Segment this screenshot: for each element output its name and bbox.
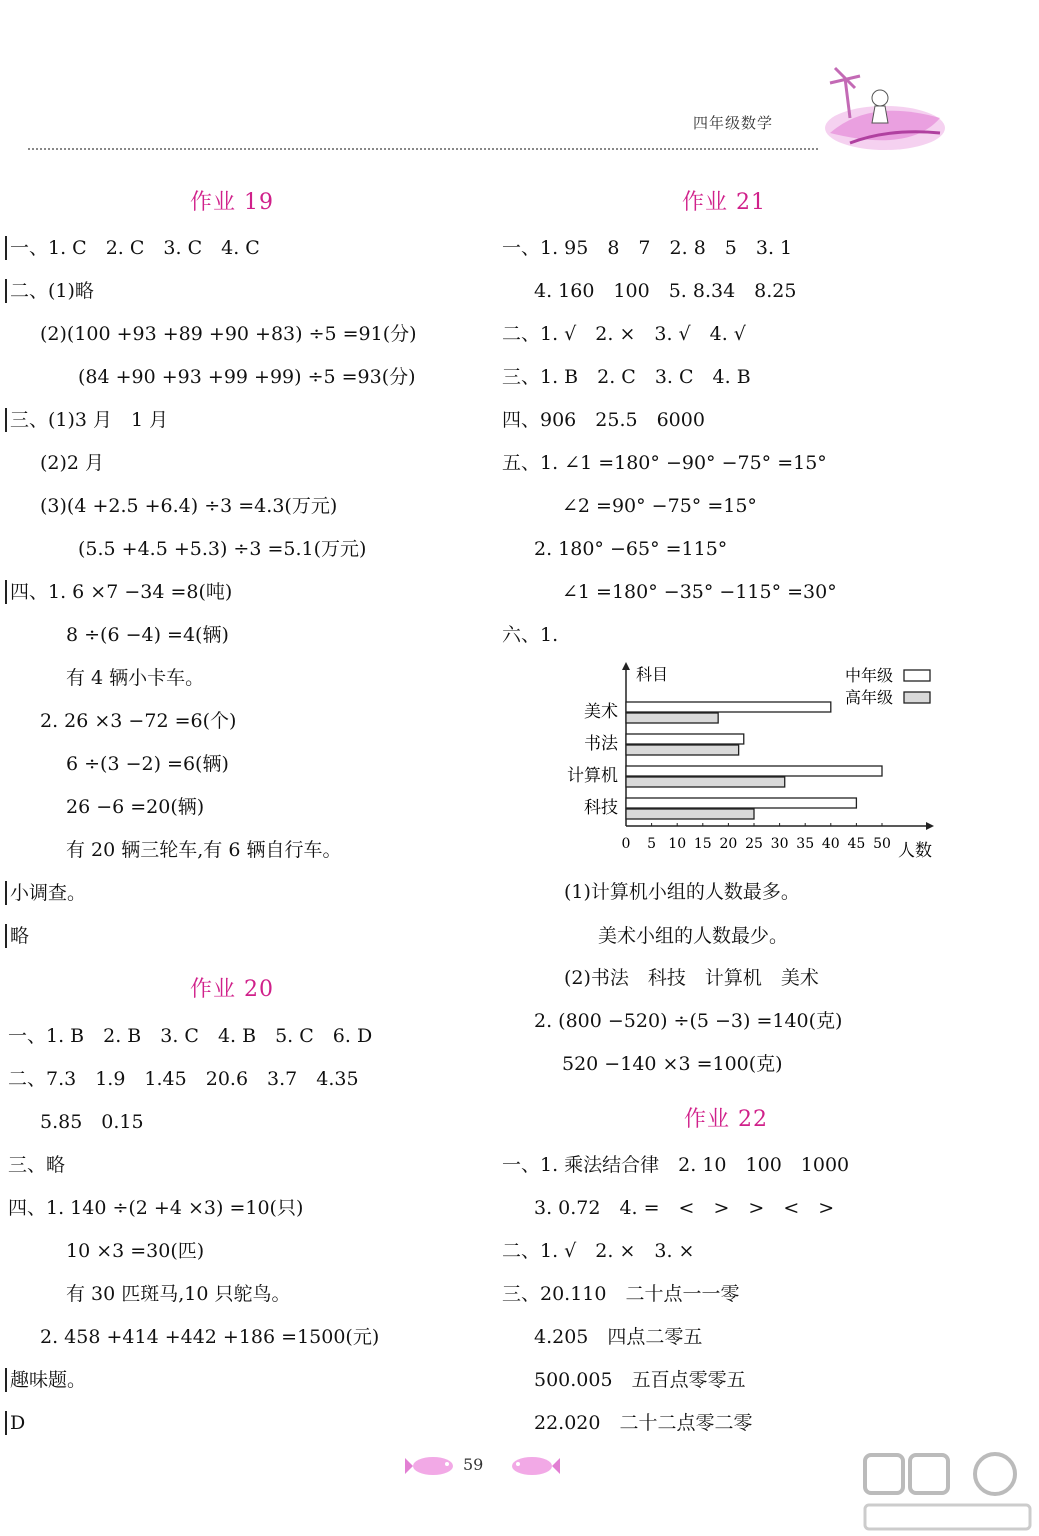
hw21-line: 五、1. ∠1 =180° −90° −75° =15°	[502, 452, 827, 474]
surfer-logo-icon	[790, 58, 950, 158]
hw22-line: 500.005 五百点零零五	[534, 1369, 746, 1391]
bar	[626, 798, 856, 808]
hw20-line: 三、略	[8, 1154, 66, 1176]
hw19-line: 三、(1)3 月 1 月	[5, 408, 168, 432]
hw21-line: ∠1 =180° −35° −115° =30°	[562, 581, 837, 603]
hw19-line: (3)(4 +2.5 +6.4) ÷3 =4.3(万元)	[40, 495, 338, 517]
header-label: 四年级数学	[693, 114, 774, 132]
legend-swatch	[904, 670, 930, 681]
x-axis-label: 人数	[898, 841, 932, 861]
hw22-line: 一、1. 乘法结合律 2. 10 100 1000	[502, 1154, 850, 1176]
left-fish-icon	[405, 1452, 465, 1478]
bar	[626, 777, 785, 787]
x-tick-label: 40	[821, 836, 840, 852]
hw21-line: 2. (800 −520) ÷(5 −3) =140(克)	[534, 1010, 843, 1032]
bar	[626, 745, 739, 755]
hw19-line: 一、1. C 2. C 3. C 4. C	[5, 236, 260, 260]
watermark-logo-icon	[860, 1450, 1039, 1536]
hw20-title: 作业 20	[190, 977, 274, 1002]
hw21-line: 三、1. B 2. C 3. C 4. B	[502, 366, 751, 388]
x-axis-arrow-icon	[926, 822, 934, 830]
hw21-line: 一、1. 95 8 7 2. 8 5 3. 1	[502, 237, 793, 259]
hw21-line: 美术小组的人数最少。	[598, 925, 789, 947]
x-tick-label: 45	[847, 836, 866, 852]
hw21-line: ∠2 =90° −75° =15°	[562, 495, 757, 517]
y-axis-label: 科目	[636, 665, 669, 684]
hw20-line: 四、1. 140 ÷(2 +4 ×3) =10(只)	[8, 1197, 304, 1219]
hw19-line: 26 −6 =20(辆)	[66, 796, 205, 818]
header-rule	[28, 148, 818, 150]
y-axis-arrow-icon	[622, 662, 630, 670]
category-label: 书法	[584, 734, 618, 754]
hw22-line: 3. 0.72 4. = < > > < >	[534, 1197, 835, 1219]
hw20-line: 10 ×3 =30(匹)	[66, 1240, 205, 1262]
hw22-title: 作业 22	[684, 1107, 768, 1132]
hw19-line: (5.5 +4.5 +5.3) ÷3 =5.1(万元)	[78, 538, 367, 560]
category-label: 科技	[584, 798, 618, 818]
hw19-line: (2)2 月	[40, 452, 105, 474]
hw19-line: 有 20 辆三轮车,有 6 辆自行车。	[66, 839, 342, 861]
hw21-line: 4. 160 100 5. 8.34 8.25	[534, 280, 797, 302]
hw22-line: 三、20.110 二十点一一零	[502, 1283, 740, 1305]
hw20-line: 趣味题。	[5, 1368, 86, 1392]
category-label: 计算机	[567, 766, 618, 786]
hw21-line: 二、1. √ 2. × 3. √ 4. √	[502, 323, 746, 345]
hw20-line: 有 30 匹斑马,10 只鸵鸟。	[66, 1283, 291, 1305]
hw19-line: 2. 26 ×3 −72 =6(个)	[40, 710, 237, 732]
bar	[626, 734, 744, 744]
hw20-line: 一、1. B 2. B 3. C 4. B 5. C 6. D	[8, 1025, 373, 1047]
hw19-line: 6 ÷(3 −2) =6(辆)	[66, 753, 229, 775]
hw19-title: 作业 19	[190, 190, 274, 215]
x-tick-label: 35	[796, 836, 815, 852]
category-label: 美术	[584, 702, 618, 722]
hw21-title: 作业 21	[682, 190, 766, 215]
bar	[626, 766, 882, 776]
bar	[626, 809, 754, 819]
hw19-line: 略	[5, 924, 29, 948]
bar	[626, 702, 831, 712]
hw20-line: D	[5, 1411, 25, 1435]
hw21-line: (1)计算机小组的人数最多。	[564, 881, 800, 903]
hw20-line: 2. 458 +414 +442 +186 =1500(元)	[40, 1326, 380, 1348]
right-fish-icon	[500, 1452, 560, 1478]
hw21-line: 2. 180° −65° =115°	[534, 538, 728, 560]
x-tick-label: 25	[745, 836, 763, 852]
hw19-line: 有 4 辆小卡车。	[66, 667, 205, 689]
x-tick-label: 30	[770, 836, 789, 852]
hw19-line: 8 ÷(6 −4) =4(辆)	[66, 624, 229, 646]
x-tick-label: 50	[873, 836, 891, 852]
x-tick-label: 5	[647, 836, 657, 852]
bar	[626, 713, 718, 723]
x-tick-label: 10	[668, 836, 687, 852]
x-tick-label: 15	[693, 836, 712, 852]
hw20-line: 二、7.3 1.9 1.45 20.6 3.7 4.35	[8, 1068, 359, 1090]
legend-swatch	[904, 692, 930, 703]
hw19-line: 四、1. 6 ×7 −34 =8(吨)	[5, 580, 232, 604]
x-tick-label: 20	[719, 836, 738, 852]
hw22-line: 22.020 二十二点零二零	[534, 1412, 753, 1434]
x-tick-label: 0	[621, 836, 631, 852]
hw19-line: 二、(1)略	[5, 279, 94, 303]
hw21-line: (2)书法 科技 计算机 美术	[564, 967, 819, 989]
legend-label: 中年级	[845, 666, 894, 685]
page-number: 59	[463, 1455, 484, 1474]
hw19-line: (2)(100 +93 +89 +90 +83) ÷5 =91(分)	[40, 323, 417, 345]
hw19-line: (84 +90 +93 +99 +99) ÷5 =93(分)	[78, 366, 416, 388]
hw21-line: 四、906 25.5 6000	[502, 409, 705, 431]
hw19-line: 小调查。	[5, 881, 86, 905]
hw20-line: 5.85 0.15	[40, 1111, 144, 1133]
hw21-line: 520 −140 ×3 =100(克)	[562, 1053, 783, 1075]
hw21-line: 六、1.	[502, 624, 559, 646]
hw22-line: 二、1. √ 2. × 3. ×	[502, 1240, 695, 1262]
subject-bar-chart	[560, 656, 950, 866]
hw22-line: 4.205 四点二零五	[534, 1326, 703, 1348]
legend-label: 高年级	[845, 688, 894, 707]
